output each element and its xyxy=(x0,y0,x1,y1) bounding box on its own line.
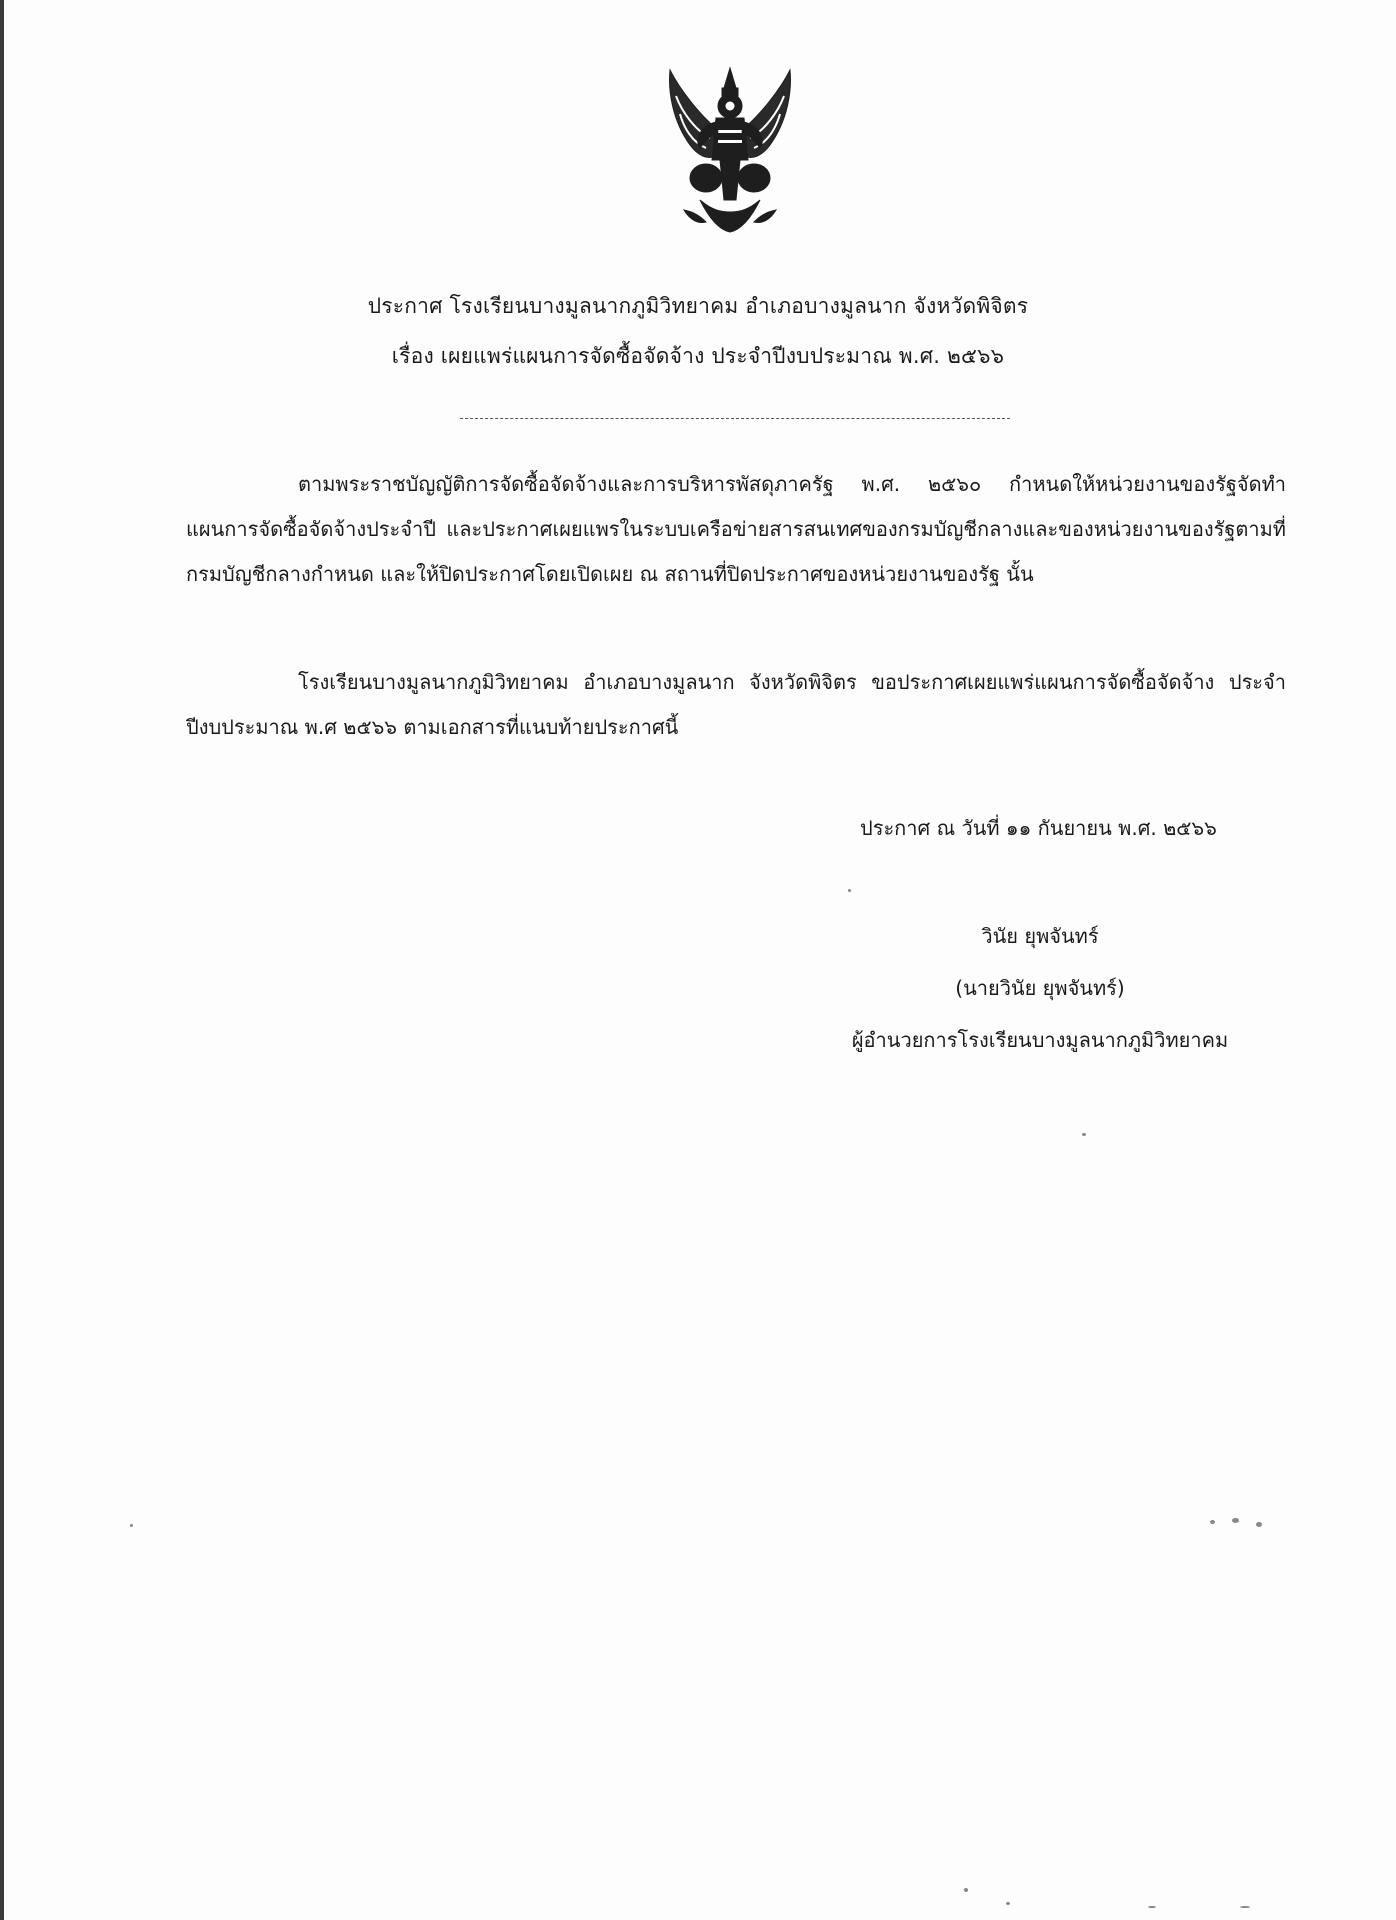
scan-speck xyxy=(1240,1906,1250,1908)
scan-speck xyxy=(1006,1902,1010,1905)
signed-name: วินัย ยุพจันทร์ xyxy=(981,924,1099,948)
scan-speck xyxy=(130,1524,133,1527)
separator-line xyxy=(460,418,1010,419)
scan-speck xyxy=(964,1888,968,1892)
signature-block xyxy=(820,910,1260,1066)
announcement-title: ประกาศ โรงเรียนบางมูลนากภูมิวิทยาคม อำเภอบางมูลนาก จังหวัดพิจิตร xyxy=(367,294,1029,318)
scan-edge xyxy=(0,0,4,1920)
signatory-position: ผู้อำนวยการโรงเรียนบางมูลนากภูมิวิทยาคม xyxy=(851,1028,1229,1052)
body-paragraph-1: ตามพระราชบัญญัติการจัดซื้อจัดจ้างและการบริหารพัสดุภาครัฐ พ.ศ. ๒๕๖๐ กำหนดให้หน่วยงานของรัฐจัดทำแผนการจัดซื้อจัดจ้างประจำปี และประกาศเผยแพรในระบบเครือข่ายสารสนเทศของกรมบัญชีกลางและของหน่วยงานของรัฐตามที่กรมบัญชีกลางกำหนด และให้ปิดประกาศโดยเปิดเผย ณ สถานที่ปิดประกาศของหน่วยงานของรัฐ นั้น xyxy=(186,472,1286,586)
scan-speck xyxy=(1210,1520,1215,1524)
body-paragraph-2: โรงเรียนบางมูลนากภูมิวิทยาคม อำเภอบางมูลนาก จังหวัดพิจิตร ขอประกาศเผยแพร่แผนการจัดซื้อจัดจ้าง ประจำปีงบประมาณ พ.ศ ๒๕๖๖ ตามเอกสารที่แนบท้ายประกาศนี้ xyxy=(186,670,1286,739)
scan-speck xyxy=(1082,1133,1086,1136)
scan-speck xyxy=(1256,1522,1262,1527)
scan-speck xyxy=(1148,1906,1156,1908)
garuda-emblem-icon xyxy=(640,60,820,240)
scan-speck xyxy=(1232,1518,1239,1523)
signatory-full-name: (นายวินัย ยุพจันทร์) xyxy=(955,976,1125,1000)
announcement-subject: เรื่อง เผยแพร่แผนการจัดซื้อจัดจ้าง ประจำปีงบประมาณ พ.ศ. ๒๕๖๖ xyxy=(391,344,1005,368)
scan-speck xyxy=(848,889,851,892)
announcement-date: ประกาศ ณ วันที่ ๑๑ กันยายน พ.ศ. ๒๕๖๖ xyxy=(860,816,1217,840)
